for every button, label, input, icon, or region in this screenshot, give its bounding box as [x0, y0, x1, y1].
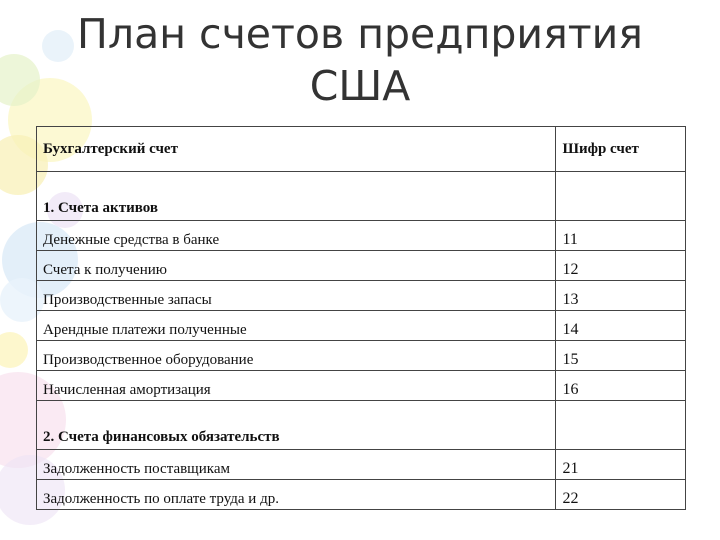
- account-name: Задолженность поставщикам: [37, 450, 556, 480]
- account-name: Задолженность по оплате труда и др.: [37, 480, 556, 510]
- account-code: 22: [556, 480, 686, 510]
- slide-title: План счетов предприятия США: [77, 10, 643, 110]
- table-row: [37, 341, 686, 371]
- header-code: Шифр счет: [556, 127, 686, 172]
- account-name: Производственное оборудование: [37, 341, 556, 371]
- section-row-assets: [37, 172, 686, 221]
- account-code: 14: [556, 311, 686, 341]
- section-heading: 1. Счета активов: [37, 172, 556, 221]
- account-code: 13: [556, 281, 686, 311]
- account-code: 16: [556, 371, 686, 401]
- header-account: Бухгалтерский счет: [37, 127, 556, 172]
- account-name: Счета к получению: [37, 251, 556, 281]
- chart-of-accounts-table: [36, 126, 686, 510]
- section-code-empty: [556, 172, 686, 221]
- account-name: Денежные средства в банке: [37, 221, 556, 251]
- section-code-empty: [556, 401, 686, 450]
- account-name: Начисленная амортизация: [37, 371, 556, 401]
- table-row: [37, 281, 686, 311]
- table-row: [37, 311, 686, 341]
- section-row-liabilities: [37, 401, 686, 450]
- table-row: [37, 450, 686, 480]
- table-row: [37, 371, 686, 401]
- account-code: 15: [556, 341, 686, 371]
- account-name: Арендные платежи полученные: [37, 311, 556, 341]
- table-header-row: [37, 127, 686, 172]
- table-row: [37, 251, 686, 281]
- table-row: [37, 221, 686, 251]
- account-code: 21: [556, 450, 686, 480]
- account-code: 12: [556, 251, 686, 281]
- account-name: Производственные запасы: [37, 281, 556, 311]
- account-code: 11: [556, 221, 686, 251]
- table-row: [37, 480, 686, 510]
- section-heading: 2. Счета финансовых обязательств: [37, 401, 556, 450]
